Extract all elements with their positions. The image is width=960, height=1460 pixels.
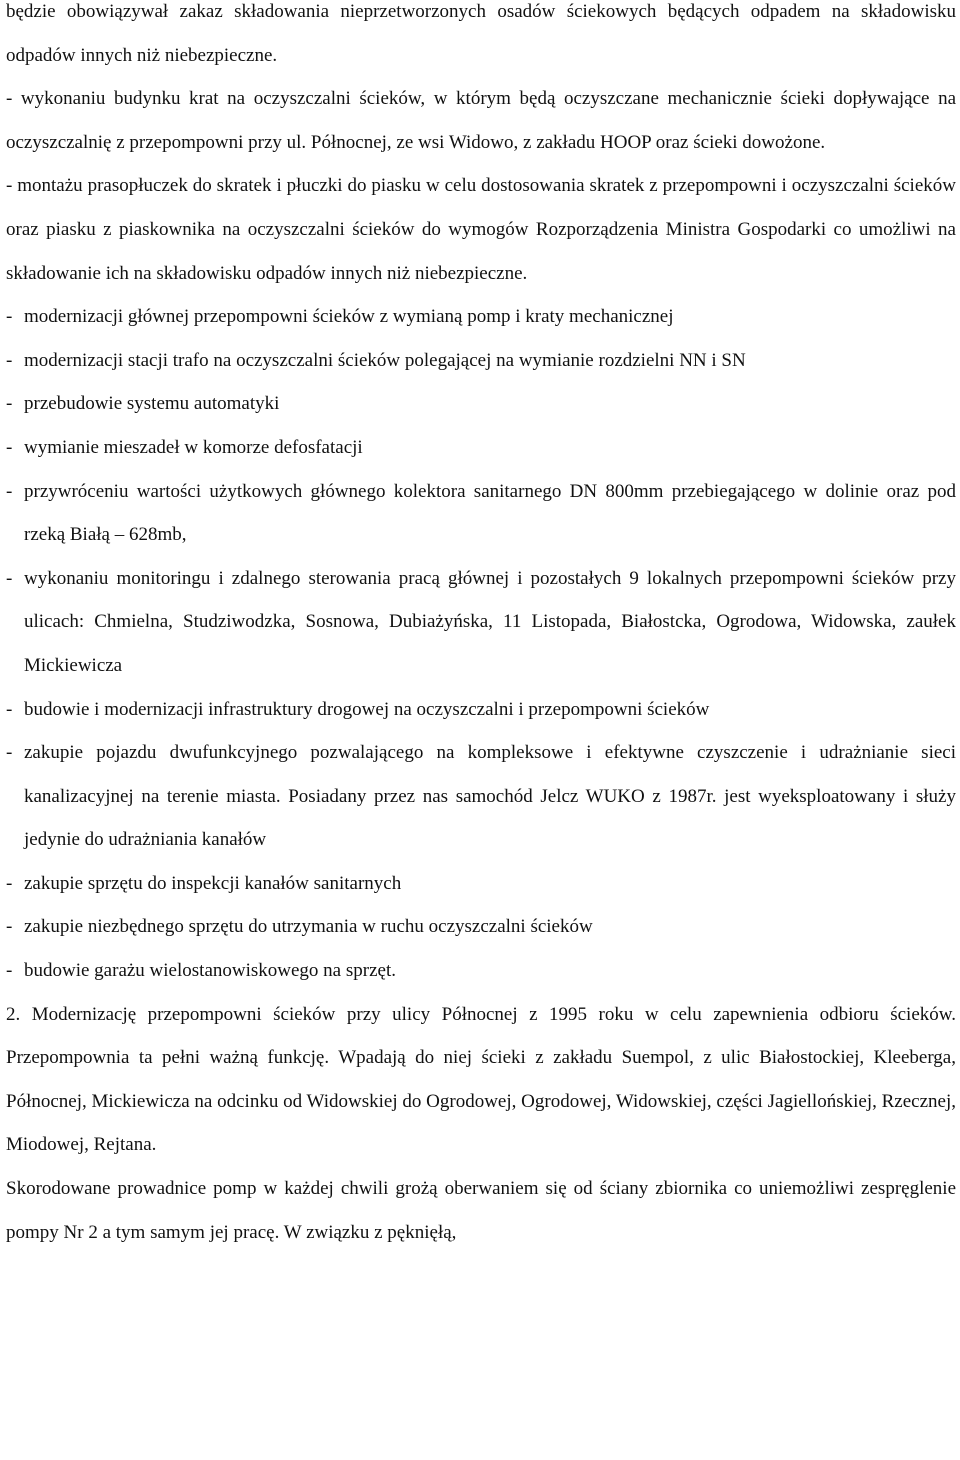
dash-marker: - xyxy=(6,698,13,720)
list-item-text: wymianie mieszadeł w komorze defosfatacji xyxy=(24,436,363,458)
list-item-text: budowie garażu wielostanowiskowego na sprzęt. xyxy=(24,960,396,982)
paragraph-1: będzie obowiązywał zakaz składowania nieprzetworzonych osadów ściekowych będących odpadem na składowisku odpadów innych niż niebezpieczne. xyxy=(6,1,956,66)
dash-marker: - xyxy=(6,567,13,589)
list-item-4 xyxy=(6,295,956,339)
paragraph-2: - wykonaniu budynku krat na oczyszczalni ścieków, w którym będą oczyszczane mechanicznie ścieki dopływające na oczyszczalnię z przepompowni przy ul. Północnej, ze wsi Widowo, z zakładu HOOP oraz ścieki dowożone. xyxy=(6,88,956,153)
paragraph-16: Skorodowane prowadnice pomp w każdej chwili grożą oberwaniem się od ściany zbiornika co uniemożliwi zespręglenie pompy Nr 2 a tym samym jej pracę. W związku z pęknięłą, xyxy=(6,1178,956,1243)
list-item-9 xyxy=(6,557,956,688)
dash-marker: - xyxy=(6,872,13,894)
list-item-10 xyxy=(6,688,956,732)
list-item-6 xyxy=(6,382,956,426)
dash-marker: - xyxy=(6,480,13,502)
dash-marker: - xyxy=(6,742,13,764)
list-item-text: zakupie sprzętu do inspekcji kanałów sanitarnych xyxy=(24,872,402,894)
list-item-5 xyxy=(6,339,956,383)
dash-marker: - xyxy=(6,349,13,371)
paragraph-3: - montażu prasopłuczek do skratek i płuczki do piasku w celu dostosowania skratek z przepompowni i oczyszczalni ścieków oraz piasku z piaskownika na oczyszczalni ścieków do wymogów Rozporządzenia Ministra Gospodarki co umożliwi na składowanie ich na składowisku odpadów innych niż niebezpieczne. xyxy=(6,175,956,284)
list-item-12 xyxy=(6,862,956,906)
list-item-text: modernizacji głównej przepompowni ścieków z wymianą pomp i kraty mechanicznej xyxy=(24,306,674,328)
dash-marker: - xyxy=(6,306,13,328)
list-item-11 xyxy=(6,731,956,862)
list-item-text: przywróceniu wartości użytkowych głównego kolektora sanitarnego DN 800mm przebiegającego w dolinie oraz pod rzeką Białą – 628mb, xyxy=(24,480,956,546)
list-item-text: modernizacji stacji trafo na oczyszczalni ścieków polegającej na wymianie rozdzielni NN i SN xyxy=(24,349,746,371)
list-item-text: budowie i modernizacji infrastruktury drogowej na oczyszczalni i przepompowni ścieków xyxy=(24,698,710,720)
list-item-text: wykonaniu monitoringu i zdalnego sterowania pracą głównej i pozostałych 9 lokalnych przepompowni ścieków przy ulicach: Chmielna, Studziwodzka, Sosnowa, Dubiażyńska, 11 Listopada, Białostcka, Ogrodowa, Widowska, zaułek Mickiewicza xyxy=(24,567,956,676)
dash-marker: - xyxy=(6,436,13,458)
list-item-7 xyxy=(6,426,956,470)
list-item-text: zakupie pojazdu dwufunkcyjnego pozwalającego na kompleksowe i efektywne czyszczenie i udrażnianie sieci kanalizacyjnej na terenie miasta. Posiadany przez nas samochód Jelcz WUKO z 1987r. jest wyeksploatowany i służy jedynie do udrażniania kanałów xyxy=(24,742,956,851)
dash-marker: - xyxy=(6,916,13,938)
list-item-text: zakupie niezbędnego sprzętu do utrzymania w ruchu oczyszczalni ścieków xyxy=(24,916,593,938)
list-item-text: przebudowie systemu automatyki xyxy=(24,393,280,415)
paragraph-15: 2. Modernizację przepompowni ścieków przy ulicy Północnej z 1995 roku w celu zapewnienia odbioru ścieków. Przepompownia ta pełni ważną funkcję. Wpadają do niej ścieki z zakładu Suempol, z ulic Białostockiej, Kleeberga, Północnej, Mickiewicza na odcinku od Widowskiej do Ogrodowej, Ogrodowej, Widowskiej, części Jagiellońskiej, Rzecznej, Miodowej, Rejtana. xyxy=(6,1003,956,1156)
list-item-14 xyxy=(6,949,956,993)
list-item-13 xyxy=(6,905,956,949)
dash-marker: - xyxy=(6,960,13,982)
dash-marker: - xyxy=(6,393,13,415)
list-item-8 xyxy=(6,470,956,557)
